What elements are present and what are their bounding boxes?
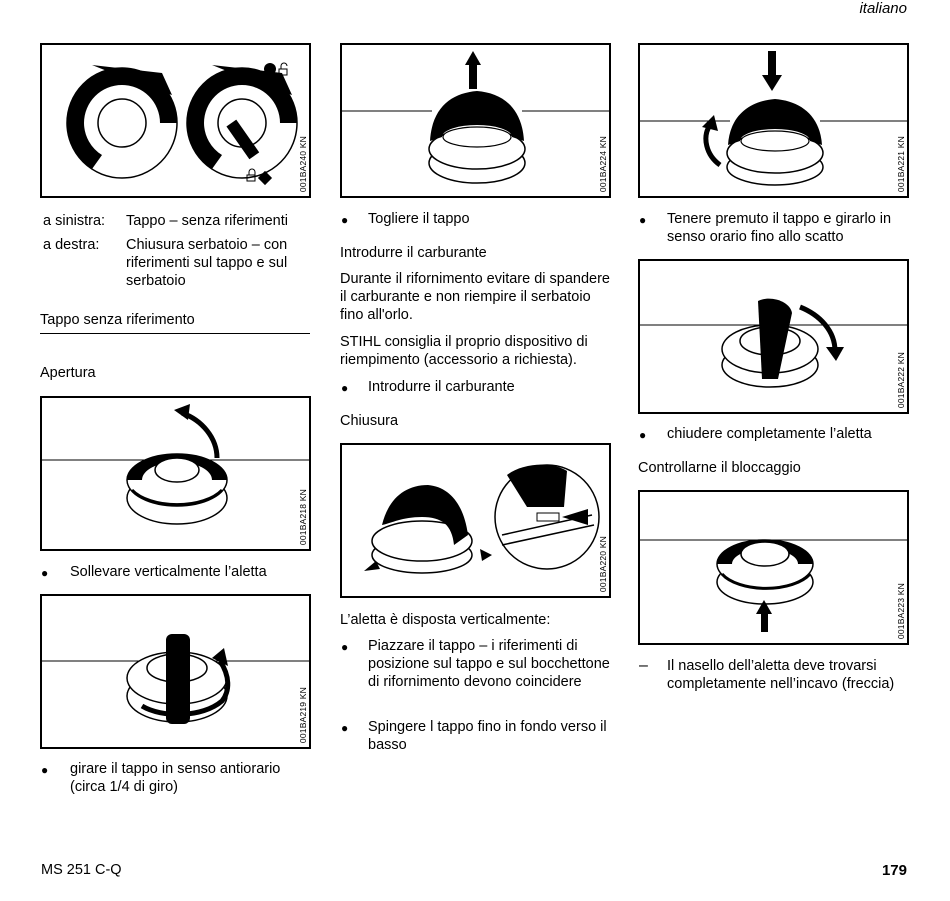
figure-code: 001BA219 KN bbox=[298, 686, 308, 743]
figure-turn-counterclockwise bbox=[40, 594, 311, 749]
language-label: italiano bbox=[859, 0, 907, 17]
rotate-arrow-icon bbox=[702, 115, 718, 131]
legend-row-left bbox=[43, 212, 313, 230]
paragraph: L’aletta è disposta verticalmente: bbox=[340, 612, 551, 628]
step-text: Togliere il tappo bbox=[368, 211, 470, 227]
step-text: girare il tappo in senso antiorario (circa 1/4 di giro) bbox=[70, 761, 281, 795]
step-text: Sollevare verticalmente l’aletta bbox=[70, 564, 267, 580]
up-arrow-icon bbox=[174, 404, 190, 420]
figure-place-cap bbox=[340, 443, 611, 598]
page-number: 179 bbox=[881, 862, 907, 879]
heading-closing: Chiusura bbox=[340, 413, 399, 429]
figure-code: 001BA220 KN bbox=[598, 535, 608, 592]
figure-code: 001BA240 KN bbox=[298, 135, 308, 192]
figure-lift-tab bbox=[40, 396, 311, 551]
up-arrow-icon bbox=[465, 51, 481, 65]
figure-code: 001BA224 KN bbox=[598, 135, 608, 192]
bullet-icon: ● bbox=[639, 428, 647, 442]
figure-close-tab bbox=[638, 259, 909, 414]
figure-press-and-turn bbox=[638, 43, 909, 198]
rotate-arrow-icon bbox=[826, 347, 844, 361]
legend-key: a sinistra: bbox=[43, 213, 106, 229]
bullet-icon: ● bbox=[639, 213, 647, 227]
dash-marker: – bbox=[639, 657, 648, 674]
figure-code: 001BA222 KN bbox=[896, 351, 906, 408]
bullet-icon: ● bbox=[41, 763, 49, 777]
step-text: Tenere premuto il tappo e girarlo in senso orario fino allo scatto bbox=[667, 211, 892, 245]
figure-cap-comparison bbox=[40, 43, 311, 198]
paragraph: Durante il rifornimento evitare di spandere il carburante e non riempire il serbatoio fino all'orlo. bbox=[340, 271, 610, 323]
cap-with-marks-illustration bbox=[187, 63, 297, 185]
down-arrow-icon bbox=[762, 75, 782, 91]
left-arrow-icon bbox=[480, 549, 492, 561]
step-text: Introdurre il carburante bbox=[368, 379, 515, 395]
paragraph: STIHL consiglia il proprio dispositivo di riempimento (accessorio a richiesta). bbox=[340, 334, 588, 368]
bullet-icon: ● bbox=[341, 381, 349, 395]
dash-item-text: Il nasello dell’aletta deve trovarsi completamente nell’incavo (freccia) bbox=[667, 658, 895, 692]
section-title: Tappo senza riferimento bbox=[40, 311, 310, 334]
heading-check-lock: Controllarne il bloccaggio bbox=[638, 460, 801, 476]
legend bbox=[43, 212, 313, 290]
heading-refuel: Introdurre il carburante bbox=[340, 245, 487, 261]
figure-code: 001BA218 KN bbox=[298, 488, 308, 545]
legend-key: a destra: bbox=[43, 237, 100, 253]
subsection-title: Apertura bbox=[40, 365, 96, 381]
figure-check-lock bbox=[638, 490, 909, 645]
bullet-icon: ● bbox=[341, 721, 349, 735]
legend-value: Tappo – senza riferimenti bbox=[126, 213, 288, 229]
figure-code: 001BA221 KN bbox=[896, 135, 906, 192]
bullet-icon: ● bbox=[341, 213, 349, 227]
cap-without-marks-illustration bbox=[67, 65, 177, 178]
legend-value: Chiusura serbatoio – con riferimenti sul tappo e sul serbatoio bbox=[126, 237, 288, 289]
figure-remove-cap bbox=[340, 43, 611, 198]
step-text: chiudere completamente l’aletta bbox=[667, 426, 872, 442]
step-text: Spingere l tappo fino in fondo verso il basso bbox=[368, 719, 607, 753]
model-name: MS 251 C-Q bbox=[41, 862, 122, 878]
step-text: Piazzare il tappo – i riferimenti di posizione sul tappo e sul bocchettone di rifornimento devono coincidere bbox=[368, 638, 610, 690]
legend-row-right bbox=[43, 236, 313, 290]
bullet-icon: ● bbox=[341, 640, 349, 654]
bullet-icon: ● bbox=[41, 566, 49, 580]
figure-code: 001BA223 KN bbox=[896, 582, 906, 639]
